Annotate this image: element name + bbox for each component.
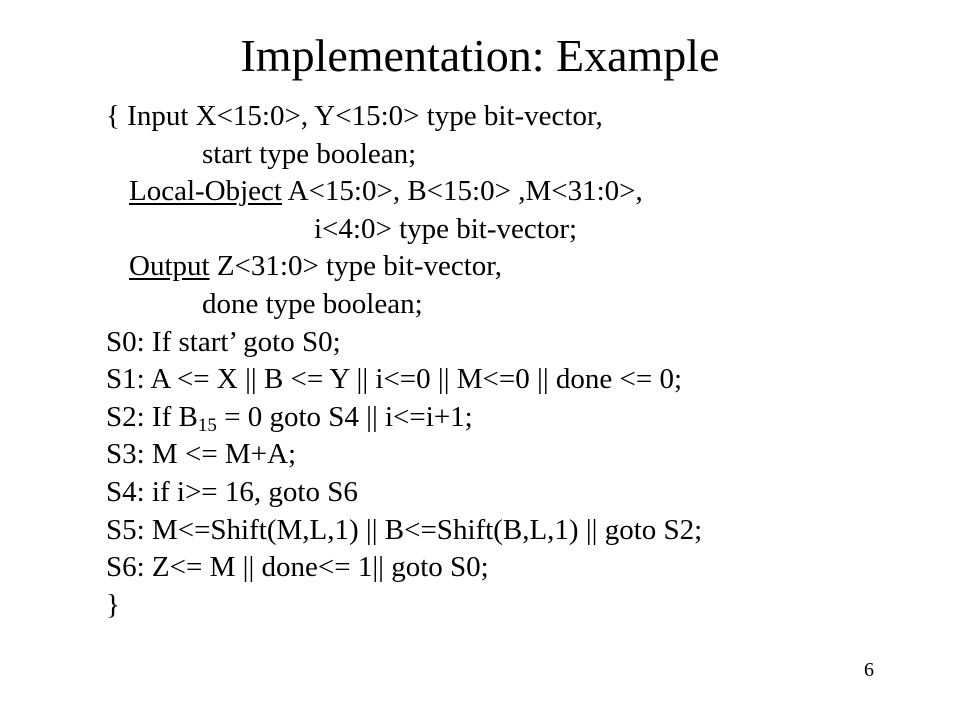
code-line-s4: S4: if i>= 16, goto S6 — [106, 475, 358, 508]
code-line-output — [106, 248, 906, 286]
code-line-s6: S6: Z<= M || done<= 1|| goto S0; — [106, 551, 489, 584]
code-line-input: { Input X<15:0>, Y<15:0> type bit-vector, — [106, 100, 603, 132]
slide-title: Implementation: Example — [240, 30, 720, 81]
code-line-s2-pre: S2: If B — [106, 400, 198, 433]
code-line-local-object — [106, 173, 906, 211]
code-line-s2 — [106, 399, 906, 437]
code-line-output-rest: Z<31:0> type bit-vector, — [209, 250, 503, 283]
code-line-s1: S1: A <= X || B <= Y || i<=0 || M<=0 || done <= 0; — [106, 363, 683, 396]
keyword-output: Output — [129, 250, 210, 283]
code-line-s5: S5: M<=Shift(M,L,1) || B<=Shift(B,L,1) || goto S2; — [106, 513, 703, 546]
code-line-done: done type boolean; — [202, 287, 423, 320]
code-line-s2-post: = 0 goto S4 || i<=i+1; — [216, 400, 473, 433]
page-number: 6 — [864, 659, 874, 681]
code-line-local-object-rest: A<15:0>, B<15:0> ,M<31:0>, — [281, 175, 643, 208]
keyword-local-object: Local-Object — [129, 175, 282, 208]
code-line-s3: S3: M <= M+A; — [106, 438, 297, 471]
code-line-start: start type boolean; — [202, 137, 417, 170]
subscript-15: 15 — [197, 414, 217, 436]
code-block — [106, 98, 906, 624]
code-line-index: i<4:0> type bit-vector; — [314, 212, 578, 245]
code-line-s0: S0: If start’ goto S0; — [106, 325, 341, 358]
code-line-close-brace: } — [106, 588, 120, 621]
